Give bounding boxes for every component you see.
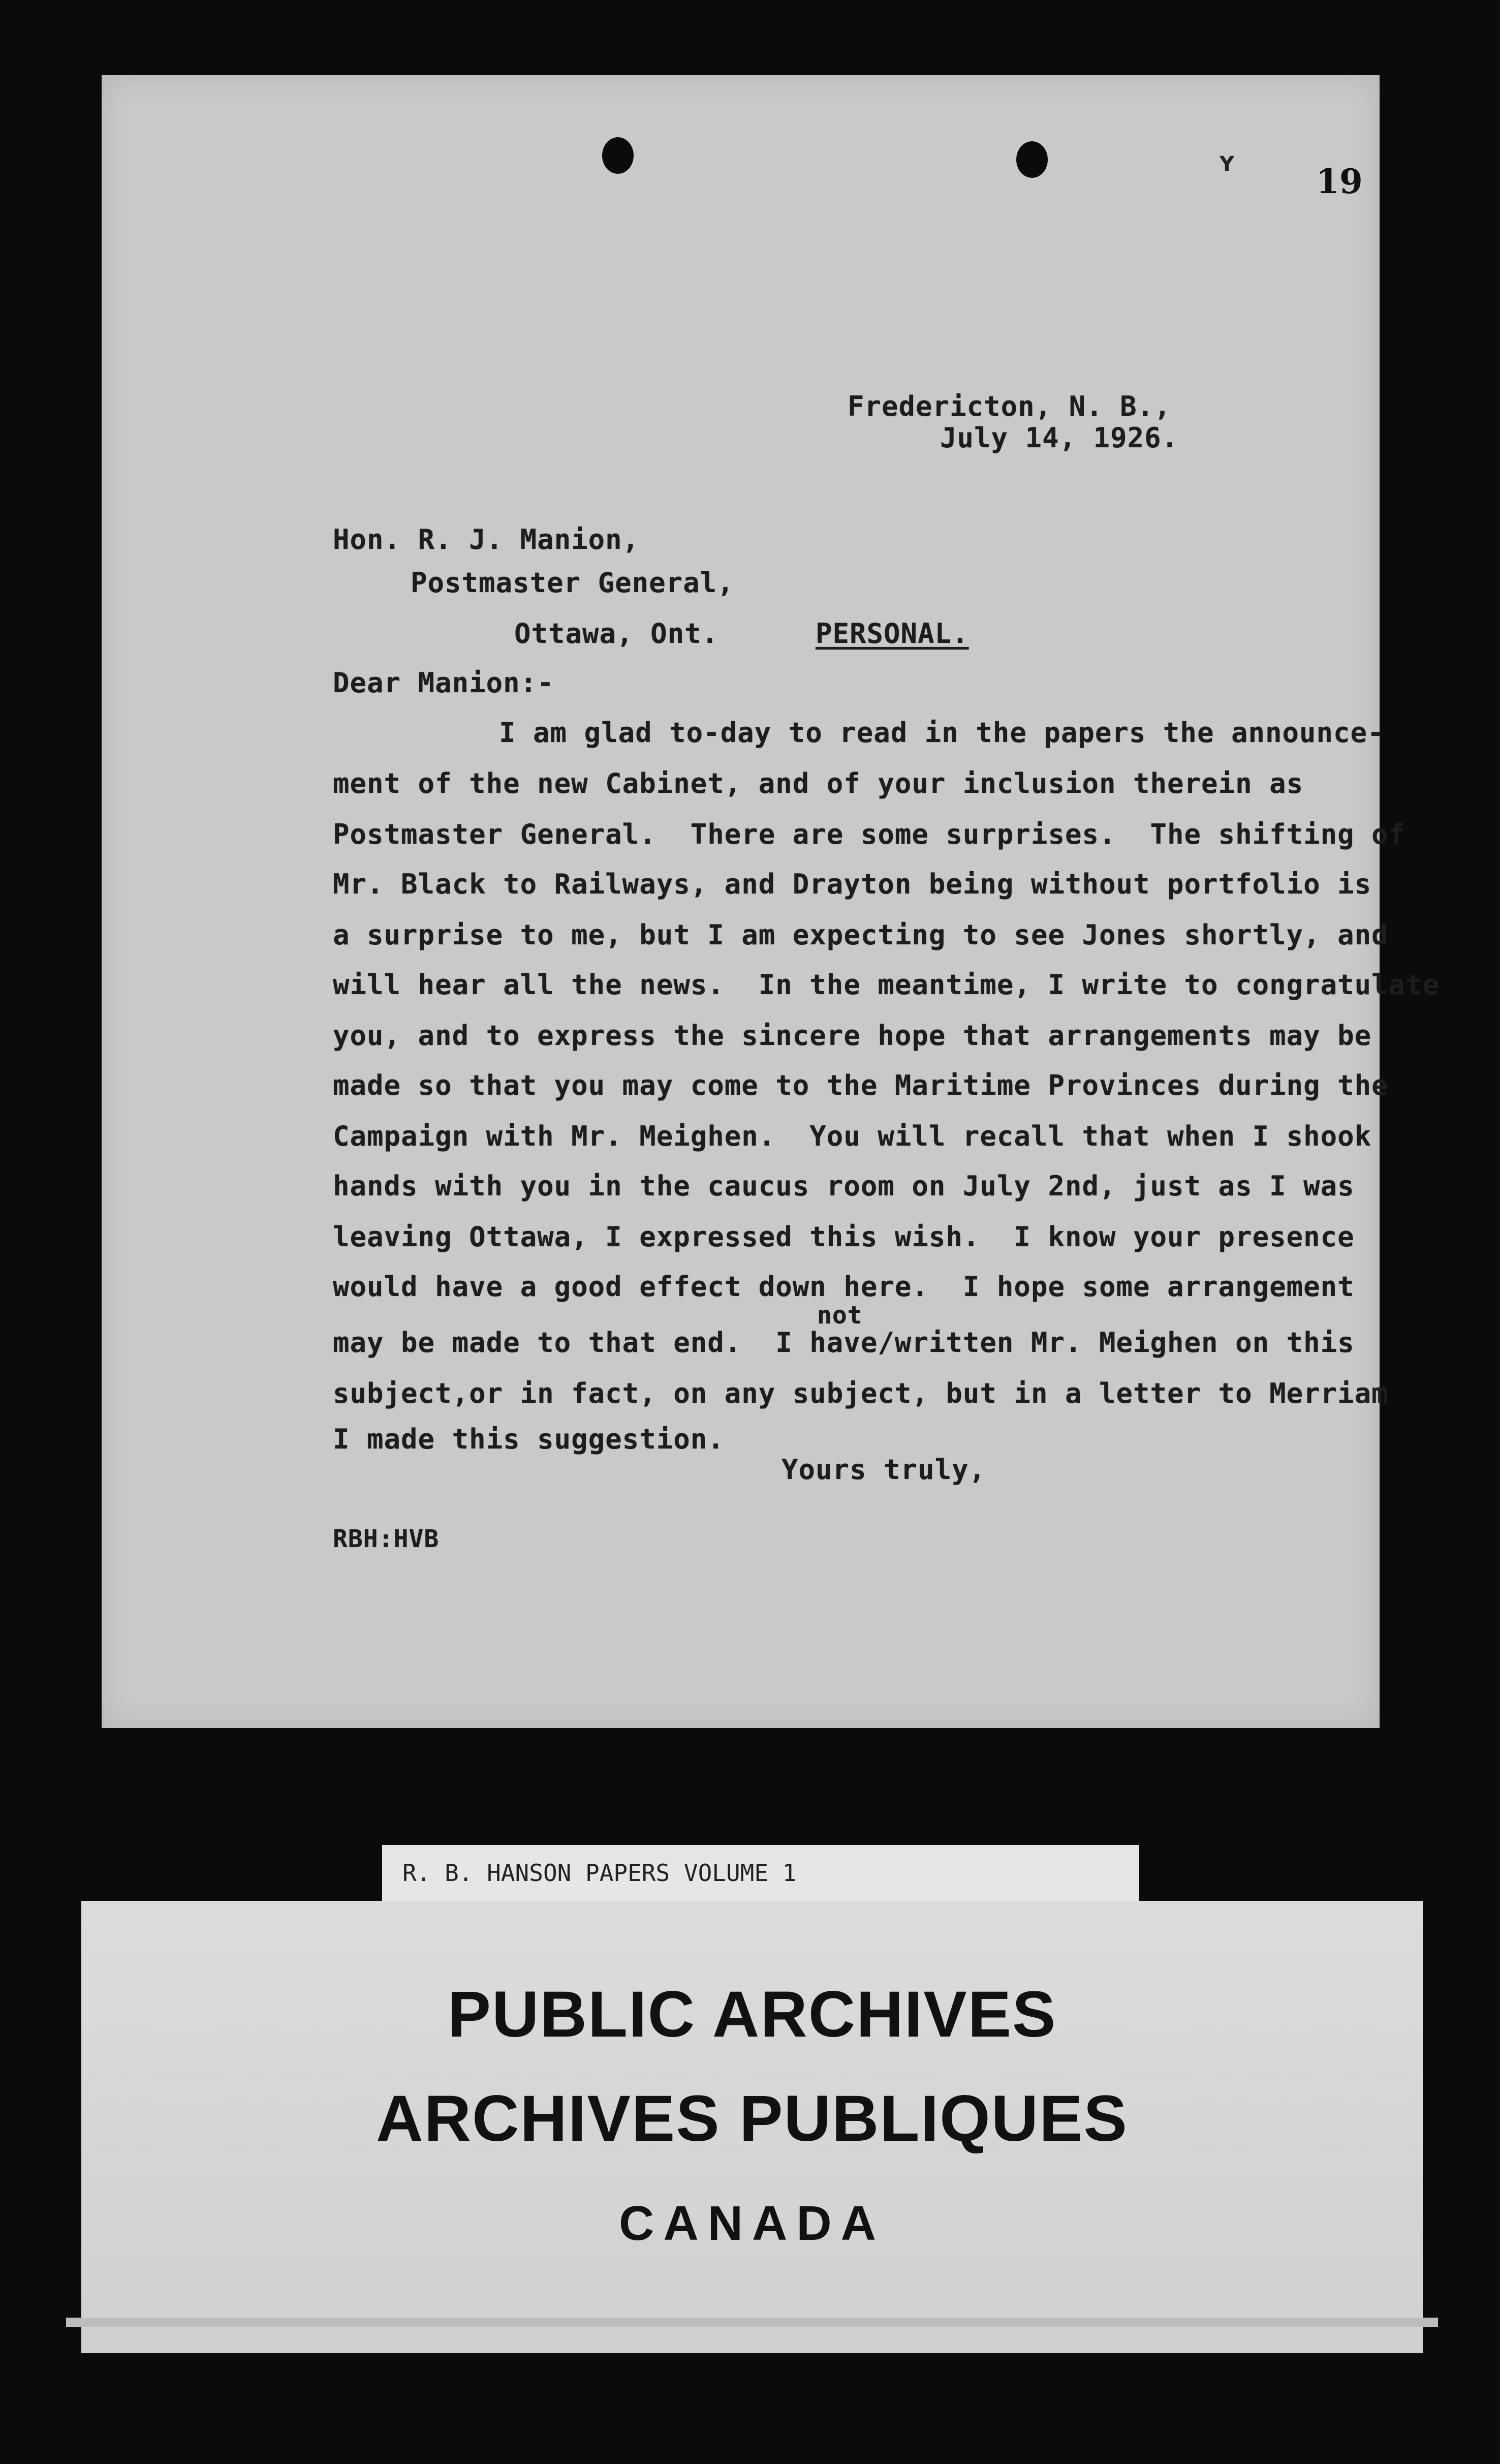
collection-label <box>382 1845 1139 1902</box>
body-line: I made this suggestion. <box>333 1423 725 1455</box>
body-line: hands with you in the caucus room on July 2nd, just as I was <box>333 1170 1355 1202</box>
body-line: you, and to express the sincere hope that arrangements may be <box>333 1020 1372 1052</box>
letter-date: July 14, 1926. <box>940 422 1179 454</box>
stamp-base-strip <box>66 2318 1438 2327</box>
personal-marking: PERSONAL. <box>816 618 969 650</box>
salutation: Dear Manion:- <box>333 667 554 699</box>
addressee-name: Hon. R. J. Manion, <box>333 523 640 556</box>
punch-hole-right <box>1016 141 1048 178</box>
body-line: ment of the new Cabinet, and of your inclusion therein as <box>333 767 1304 799</box>
addressee-title: Postmaster General, <box>411 567 734 599</box>
letter-page <box>102 75 1380 1728</box>
body-line: Postmaster General. There are some surprises. The shifting of <box>333 818 1406 850</box>
body-line: a surprise to me, but I am expecting to see Jones shortly, and <box>333 919 1389 951</box>
body-line: will hear all the news. In the meantime, I write to congratulate <box>333 969 1440 1001</box>
stamp-line-archives-publiques: ARCHIVES PUBLIQUES <box>376 2082 1128 2155</box>
collection-label-text: R. B. HANSON PAPERS VOLUME 1 <box>402 1859 797 1887</box>
body-line: would have a good effect down here. I hope some arrangement <box>333 1271 1355 1303</box>
body-line: leaving Ottawa, I expressed this wish. I know your presence <box>333 1221 1355 1253</box>
addressee-city: Ottawa, Ont. <box>514 618 719 650</box>
body-line: subject,or in fact, on any subject, but in a letter to Merriam <box>333 1377 1389 1409</box>
page-number: 19 <box>1316 162 1363 201</box>
handwritten-insertion: not <box>817 1301 863 1330</box>
body-line: made so that you may come to the Maritime Provinces during the <box>333 1069 1389 1101</box>
stamp-line-canada: CANADA <box>619 2196 885 2251</box>
body-line: Mr. Black to Railways, and Drayton being without portfolio is <box>333 868 1372 900</box>
punch-hole-left <box>602 137 634 174</box>
body-line: Campaign with Mr. Meighen. You will recall that when I shook <box>333 1120 1372 1152</box>
body-line: I am glad to-day to read in the papers the announce- <box>499 717 1385 749</box>
body-line: may be made to that end. I have/written Mr. Meighen on this <box>333 1327 1355 1359</box>
archive-stamp <box>81 1901 1423 2353</box>
corner-mark: Y <box>1220 152 1234 176</box>
stamp-line-public-archives: PUBLIC ARCHIVES <box>447 1978 1057 2051</box>
letter-place: Fredericton, N. B., <box>848 390 1171 422</box>
closing: Yours truly, <box>782 1454 986 1486</box>
typist-initials: RBH:HVB <box>333 1525 440 1553</box>
